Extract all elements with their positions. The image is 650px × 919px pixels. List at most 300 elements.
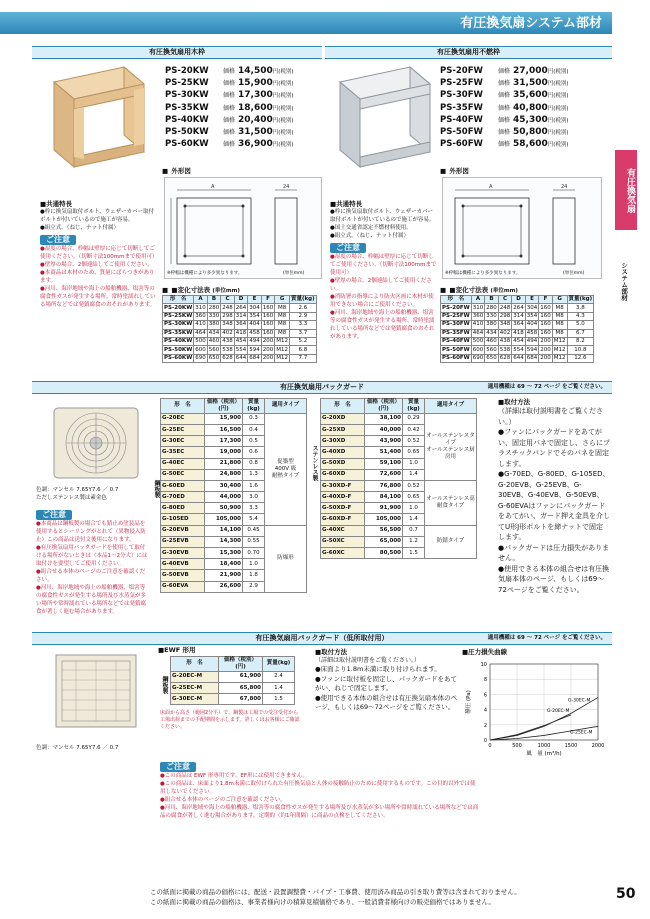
- price-key: 価格: [498, 80, 511, 88]
- table-row: [163, 321, 317, 329]
- type-cell: オールステンレス高耐食タイプ: [425, 480, 477, 525]
- table-cell: 1.5: [403, 548, 425, 559]
- model-row: [440, 103, 569, 115]
- table-row: [163, 312, 317, 320]
- table-cell: 594: [249, 346, 260, 353]
- table-cell: 5.4: [243, 514, 265, 525]
- list-item: ●本商品は木材のため、質量にばらつきがあります。: [40, 270, 155, 285]
- price-key: 価格: [498, 68, 511, 75]
- wood-model-rows: [165, 66, 294, 151]
- table-cell: 0.7: [403, 525, 425, 536]
- column-header: B: [207, 296, 221, 304]
- column-header: B: [485, 296, 499, 304]
- model-price: 31,500: [513, 78, 548, 89]
- table-cell: PS-25FW: [442, 313, 470, 320]
- table-cell: 330: [486, 313, 497, 320]
- table-cell: 160: [262, 313, 274, 320]
- model-name: PS-50KW: [165, 127, 209, 138]
- guard-left-table-wrap: [160, 398, 307, 593]
- table-cell: 554: [513, 346, 524, 353]
- table-cell: 354: [526, 313, 538, 320]
- list-item: ●河川、海岸地域や海上の船舶機器、塩害等の腐食性ガスが発生する場所及び水蒸気が多い場所や常時濡れている場所などでは発錆腐食が著しく進む場合があります。: [36, 585, 147, 615]
- price-suffix: 円(税別): [272, 130, 294, 137]
- guard-steel-vlabel: 鋼板製: [153, 480, 160, 498]
- table-cell: 1.0: [403, 503, 425, 514]
- table-cell: 26,600: [205, 581, 243, 592]
- column-header: 質量(kg): [403, 399, 425, 414]
- list-item: ●この商品は EWF 形専用です。EF形には使用できません。: [160, 773, 308, 779]
- table-cell: 1.0: [403, 458, 425, 469]
- table-cell: 7.7: [290, 354, 317, 362]
- table-cell: 6.7: [567, 329, 594, 337]
- column-header: 価格（税別）(円): [219, 657, 263, 672]
- table-cell: 348: [222, 321, 233, 328]
- price-key: 価格: [498, 116, 511, 124]
- list-item: ●壁厚の場合、2個連結してご使用ください。: [330, 278, 432, 293]
- table-cell: 354: [249, 313, 260, 320]
- table-cell: 0.29: [403, 413, 425, 424]
- section-band-guard2: 有圧換気扇用パックガード（低所取付用） 適用機種は 69 〜 72 ページ をご覧ください。: [32, 632, 612, 645]
- list-item: ●枠に換気扇取付ボルト、ウェザーカバー取付ボルトが付いているので施工が容易。: [40, 209, 154, 224]
- table-cell: 418: [513, 329, 524, 336]
- wood-caution-label: ご注意: [40, 235, 76, 245]
- list-item: ●河川、海岸地域や海上の船舶機器、塩害等の腐食性ガスが発生する場所、常時塗濡れしている場所などでは発錆腐食のおそれがあります。: [330, 310, 435, 341]
- price-suffix: 円(税別): [547, 69, 569, 75]
- price-suffix: 円(税別): [547, 130, 569, 137]
- svg-text:A: A: [211, 184, 215, 190]
- chart-title: ■圧力損失曲線: [462, 648, 508, 656]
- table-cell: 248: [499, 304, 511, 311]
- list-item: ●ファンに取付板を固定し、パックガードをあてがい、ねじで固定します。: [315, 674, 458, 693]
- x-tick-label: 2000: [591, 743, 605, 749]
- table-cell: 8.2: [567, 337, 594, 345]
- table-cell: 464: [195, 329, 206, 336]
- table-cell: 494: [526, 338, 538, 345]
- list-item: ●組合せる本体のページのご注意を確認ください。: [160, 797, 286, 803]
- table-cell: 160: [262, 329, 274, 336]
- x-tick-label: 1500: [564, 743, 578, 749]
- table-cell: 51,400: [365, 447, 403, 458]
- table-cell: 40,000: [365, 424, 403, 435]
- table-cell: 404: [249, 321, 260, 328]
- table-cell: G-20XD: [321, 413, 365, 424]
- side-tab[interactable]: 有圧換気扇: [615, 150, 637, 230]
- table-cell: 21,800: [205, 458, 243, 469]
- table-row: [441, 304, 594, 312]
- steel-common-label: ■共通特長: [330, 200, 363, 208]
- price-suffix: 円(税別): [272, 93, 294, 100]
- table-row: [163, 329, 317, 337]
- table-cell: 438: [499, 338, 511, 345]
- wood-dim-title: ■ ■変化寸法表 (単位mm): [162, 286, 240, 295]
- model-price: 35,600: [513, 90, 548, 101]
- table-cell: 80,500: [365, 548, 403, 559]
- column-header: 適用タイプ: [265, 399, 307, 414]
- table-cell: 1.4: [263, 682, 295, 693]
- table-cell: 15,900: [205, 413, 243, 424]
- table-cell: 18,400: [205, 559, 243, 570]
- model-price: 36,900: [238, 139, 273, 150]
- section-band-wood: 有圧換気扇用木枠: [32, 46, 322, 59]
- table-cell: 454: [513, 338, 524, 345]
- table-row: [441, 354, 594, 362]
- guard-applicable: 適用機種は 69 〜 72 ページ をご覧ください。: [487, 384, 606, 390]
- table-cell: 644: [235, 354, 247, 361]
- table-cell: 364: [235, 321, 247, 328]
- guard-right-table: [320, 398, 477, 559]
- table-cell: 0.70: [243, 548, 265, 559]
- price-suffix: 円(税別): [547, 81, 569, 88]
- column-header: G: [275, 296, 290, 304]
- table-cell: 19,000: [205, 447, 243, 458]
- price-key: 価格: [498, 141, 511, 149]
- type-cell: 防錆タイプ: [425, 525, 477, 559]
- table-cell: 3.3: [290, 321, 317, 329]
- table-cell: G-60EVA: [161, 581, 205, 592]
- table-cell: 56,500: [365, 525, 403, 536]
- table-row: [171, 671, 295, 682]
- table-cell: 14,300: [205, 536, 243, 547]
- model-name: PS-35KW: [165, 102, 209, 113]
- table-cell: 298: [499, 313, 511, 320]
- y-axis-label: 静圧 (Pa): [466, 690, 472, 714]
- y-tick-label: 8: [483, 677, 487, 684]
- list-item: ●使用できる本体の組合せは有圧換気扇本体のページ、もしくは69〜72ページをご覧ください。: [315, 693, 458, 712]
- table-row: [441, 346, 594, 354]
- steel-feature-list: [330, 208, 438, 240]
- model-price: 14,500: [238, 66, 273, 76]
- table-cell: PS-35KW: [164, 329, 193, 336]
- table-cell: M8: [275, 304, 290, 312]
- guard2-caution-list: [160, 772, 480, 820]
- price-key: 価格: [223, 129, 236, 137]
- type-cell: オールステンレスタイプ オールステンレス厨房用: [425, 413, 477, 480]
- table-cell: 3.0: [243, 492, 265, 503]
- table-cell: 200: [262, 354, 274, 361]
- table-cell: 500: [195, 338, 206, 345]
- guard2-small-note: 床面から高さ（範囲2分平）で、鋼製は工場での受注受付から工場出荷までの手配期間を示します。詳しくはお客様にご確認ください。: [160, 710, 300, 730]
- table-cell: M8: [275, 329, 290, 337]
- column-header: 質量(kg): [291, 296, 315, 303]
- table-cell: G-60XD: [321, 469, 365, 480]
- page-header: [0, 12, 612, 34]
- table-cell: 0.4: [243, 424, 265, 435]
- table-cell: 0.6: [243, 447, 265, 458]
- list-item: ●組合せる本体のページのご注意を確認ください。: [36, 569, 146, 583]
- model-row: [440, 66, 569, 78]
- table-cell: 644: [513, 354, 524, 361]
- wood-feature-list: [40, 208, 158, 232]
- column-header: A: [194, 296, 208, 304]
- table-row: [161, 525, 307, 536]
- table-cell: 364: [513, 321, 524, 328]
- table-cell: 0.65: [403, 492, 425, 503]
- list-item: ●壁厚の場合、2個連結してご使用ください。: [40, 262, 153, 269]
- table-cell: 280: [486, 304, 497, 311]
- table-cell: M8: [552, 329, 567, 337]
- table-cell: 1.8: [243, 570, 265, 581]
- svg-text:24: 24: [283, 184, 290, 190]
- chart-svg: [462, 658, 610, 764]
- table-cell: G-50XD: [321, 458, 365, 469]
- column-header: C: [221, 296, 235, 304]
- table-cell: G-30EC-M: [171, 694, 219, 705]
- section-band-steel: 有圧換気扇用不燃枠: [325, 46, 612, 59]
- table-cell: G-50XC: [321, 536, 365, 547]
- steel-dim-title: ■ ■変化寸法表 (単位mm): [440, 286, 518, 295]
- table-cell: 3.8: [567, 304, 594, 312]
- model-name: PS-30KW: [165, 90, 209, 101]
- list-item: ●組立式。（ねじ、ナット付属）: [330, 233, 409, 240]
- table-cell: 15,300: [205, 548, 243, 559]
- table-cell: G-50XD-F: [321, 503, 365, 514]
- column-header: E: [248, 296, 262, 304]
- table-cell: PS-20FW: [442, 304, 470, 311]
- price-key: 価格: [498, 92, 511, 100]
- table-cell: G-60XD-F: [321, 514, 365, 525]
- table-cell: 0.55: [243, 536, 265, 547]
- steel-dim-table-wrap: [440, 295, 594, 363]
- list-item: ●湿度の場合、枠幅は壁厚に応じて切断してご使用ください。（切断寸法100mmまで使用可）: [330, 254, 437, 277]
- table-cell: 404: [526, 321, 538, 328]
- table-cell: 538: [499, 346, 511, 353]
- wood-dim-table: [162, 295, 317, 363]
- table-cell: 434: [486, 329, 497, 336]
- table-cell: M8: [552, 312, 567, 320]
- table-cell: 380: [486, 321, 497, 328]
- wood-outline-label: ■ 外形図: [162, 167, 191, 175]
- model-name: PS-20KW: [165, 66, 209, 76]
- table-header-row: [161, 399, 307, 414]
- model-row: [440, 127, 569, 139]
- wood-frame-image: [44, 62, 154, 172]
- steel-features: [330, 200, 438, 341]
- table-cell: 59,100: [365, 458, 403, 469]
- table-cell: 0.52: [403, 436, 425, 447]
- steel-outline-drawing: [442, 177, 602, 279]
- wood-dim-table-wrap: [162, 295, 317, 363]
- guard-color-note: 色調：マンセル 7.65Y7.6 ／ 0.7 ただしステンレス製は素金色: [36, 487, 119, 501]
- model-row: [165, 127, 294, 139]
- list-item: ●G-70ED、G-80ED、G-105ED、G-20EVB、G-25EVB、G-30EVB、G-40EVB、G-50EVB、G-60EVAはファンにパックガードをあてがい、ガード押え金具を介してU形J形ボルトを締ナットで固定します。: [498, 470, 610, 542]
- table-cell: 298: [222, 313, 233, 320]
- table-cell: M12: [276, 346, 289, 353]
- column-header: 形 名: [163, 296, 194, 304]
- table-row: [441, 321, 594, 329]
- table-cell: 50,900: [205, 503, 243, 514]
- list-item: ●有圧換気扇用パックガードを使用して取付ける場所がないときは（本品1〜2分大）には取付けを要望してご使用ください。: [36, 545, 148, 567]
- pressure-loss-chart: [462, 658, 610, 764]
- price-suffix: 円(税別): [547, 93, 569, 100]
- table-cell: PS-50FW: [442, 346, 470, 353]
- model-row: [165, 103, 294, 115]
- table-cell: 1.4: [403, 469, 425, 480]
- column-header: G: [552, 296, 567, 304]
- model-name: PS-25FW: [440, 78, 483, 89]
- table-cell: 264: [513, 304, 524, 311]
- guard2-cautions: [160, 762, 480, 820]
- table-cell: 2.9: [290, 312, 317, 320]
- table-cell: 1.3: [243, 469, 265, 480]
- table-cell: G-60XC: [321, 548, 365, 559]
- table-cell: 690: [195, 354, 206, 361]
- page-number: 50: [616, 886, 636, 902]
- table-cell: 105,000: [365, 514, 403, 525]
- guard-mount: [498, 398, 610, 595]
- table-cell: 24,800: [205, 469, 243, 480]
- price-suffix: 円(税別): [547, 117, 569, 124]
- table-cell: G-25EC-M: [171, 682, 219, 693]
- series-line: [490, 715, 571, 740]
- model-row: [440, 115, 569, 127]
- column-header: C: [498, 296, 512, 304]
- side-subtab: システム部材: [620, 262, 629, 301]
- table-cell: 560: [208, 346, 220, 353]
- table-cell: PS-30FW: [442, 321, 470, 328]
- table-cell: PS-30KW: [164, 321, 193, 328]
- table-cell: G-25XD: [321, 424, 365, 435]
- table-row: [163, 304, 317, 312]
- x-tick-label: 0: [488, 743, 492, 749]
- table-cell: M12: [276, 354, 289, 361]
- model-name: PS-60KW: [165, 139, 209, 150]
- table-cell: 200: [262, 338, 274, 345]
- table-cell: 650: [208, 354, 220, 361]
- table-cell: 160: [540, 313, 551, 320]
- table-cell: M12: [276, 338, 289, 345]
- guard-right-table-wrap: [320, 398, 477, 559]
- table-cell: G-105ED: [161, 514, 205, 525]
- table-cell: 360: [472, 313, 484, 320]
- column-header: E: [525, 296, 539, 304]
- model-name: PS-40FW: [440, 114, 483, 125]
- column-header: D: [234, 296, 248, 304]
- guard2-mount-title: ■取付方法: [315, 648, 348, 656]
- table-header-row: [171, 657, 295, 672]
- steel-caution-list: [330, 253, 438, 341]
- model-price: 50,800: [513, 127, 548, 138]
- steel-model-rows: [440, 66, 569, 151]
- list-item: ●枠に換気扇取付ボルト、ウェザーカバー取付ボルトが付いているので施工が容易。: [330, 209, 435, 224]
- table-header-row: [321, 399, 477, 414]
- table-cell: G-40XD-F: [321, 492, 365, 503]
- series-label: G-30EC-M: [568, 698, 591, 704]
- guard2-applicable: 適用機種は 69 〜 72 ページ をご覧ください。: [487, 635, 606, 641]
- guard2-mount-sub: （詳細は取付説明書をご覧ください。）: [315, 657, 421, 665]
- table-cell: 310: [472, 304, 484, 311]
- table-cell: G-80ED: [161, 503, 205, 514]
- wood-features: [40, 200, 158, 309]
- section-band-guard: 有圧換気扇用パックガード 適用機種は 69 〜 72 ページ をご覧ください。: [32, 381, 612, 394]
- footer-line1: この紙面に掲載の商品の価格には、配送・設置調整費・パイプ・工事費、使用済み商品の引き取り費等は含まれておりません。: [150, 888, 521, 896]
- table-cell: G-20EVB: [161, 525, 205, 536]
- table-cell: 1.0: [243, 559, 265, 570]
- model-price: 27,000: [513, 66, 548, 76]
- table-cell: 554: [235, 346, 247, 353]
- type-cell: 促築型 400V 級 耐熱タイプ: [265, 413, 307, 525]
- model-price: 31,500: [238, 127, 273, 138]
- list-item: ●使用できる本体の組合せは有圧換気扇本体のページ、もしくは69〜72ページをご覧ください。: [498, 564, 610, 594]
- column-header: 形 名: [161, 399, 205, 414]
- table-cell: 3.3: [243, 503, 265, 514]
- model-price: 45,300: [513, 114, 548, 125]
- model-row: [165, 66, 294, 78]
- wood-drawing-unit: (単位mm): [283, 271, 305, 276]
- table-cell: 6.8: [290, 346, 317, 354]
- list-item: ●河川、海岸地域や海上の船舶機器、塩害等の腐食性ガスが発生する場所、常時塗濡れしている場所などでは発錆腐食のおそれがあります。: [40, 286, 156, 309]
- table-cell: G-35EC: [161, 447, 205, 458]
- table-cell: 160: [540, 329, 551, 336]
- series-label: G-20EC-M: [547, 708, 570, 714]
- list-item: ●ファンにパックガードをあてがい、固定用パネで固定し、さらにプラスチックバンドでそのパネを固定します。: [498, 428, 610, 468]
- table-cell: G-20EC-M: [171, 671, 219, 682]
- table-cell: 0.8: [243, 458, 265, 469]
- model-name: PS-25KW: [165, 78, 209, 89]
- table-cell: 628: [499, 354, 511, 361]
- column-header: 価格（税別）(円): [205, 399, 243, 414]
- column-header: A: [471, 296, 485, 304]
- series-label: G-25EC-M: [570, 730, 593, 736]
- table-row: [171, 682, 295, 693]
- list-item: ●湿度の場合、枠幅は壁厚に応じて切断してご使用ください。（切断寸法100mmまで使用可）: [40, 246, 158, 261]
- table-cell: G-40EC: [161, 458, 205, 469]
- table-cell: 0.5: [243, 436, 265, 447]
- guard-stainless-vlabel: ステンレス製: [311, 445, 318, 481]
- price-key: 価格: [498, 129, 511, 137]
- price-key: 価格: [223, 92, 236, 100]
- list-item: ●河川、海岸地域や海上の船舶機器、塩害等の腐食性ガスが発生する場所及び水蒸気が多い場所や常時濡れている場所などでは商品の腐食が著しく進む場合があります。定期的（約1年間隔）に商品の点検をしてください。: [160, 805, 479, 819]
- guard2-mount: [315, 648, 460, 713]
- table-cell: 2.6: [290, 304, 317, 312]
- list-item: ●パックガードは圧力損失がありません。: [498, 543, 610, 563]
- steel-caution-label: ご注意: [330, 243, 366, 253]
- table-cell: 44,000: [205, 492, 243, 503]
- page-title: 有圧換気扇システム部材: [460, 16, 602, 31]
- type-cell: 防爆形: [265, 525, 307, 592]
- table-cell: 434: [208, 329, 220, 336]
- table-cell: G-40EVB: [161, 559, 205, 570]
- guard-caution-list: [36, 520, 150, 616]
- guard2-image: [46, 650, 146, 732]
- model-row: [165, 90, 294, 102]
- table-cell: 418: [235, 329, 247, 336]
- steel-outline-label: ■ 外形図: [440, 167, 469, 175]
- table-row: [163, 346, 317, 354]
- guard2-table-wrap: [170, 656, 295, 705]
- table-row: [441, 337, 594, 345]
- table-row: [161, 413, 307, 424]
- steel-dim-table: [440, 295, 594, 363]
- list-item: ●組立式。（ねじ、ナット付属）: [40, 225, 119, 232]
- table-cell: 314: [235, 313, 247, 320]
- table-cell: M8: [275, 321, 290, 329]
- table-cell: 91,900: [365, 503, 403, 514]
- table-cell: 360: [195, 313, 206, 320]
- table-row: [171, 694, 295, 705]
- table-cell: 43,900: [365, 436, 403, 447]
- guard2-ewf-label: ■EWF 形用: [158, 646, 196, 654]
- table-cell: PS-20KW: [164, 304, 193, 311]
- table-cell: 17,300: [205, 436, 243, 447]
- guard-image: [46, 405, 146, 481]
- column-header: 形 名: [171, 657, 219, 672]
- table-cell: G-25EVB: [161, 536, 205, 547]
- model-price: 17,300: [238, 90, 273, 101]
- table-cell: 600: [472, 346, 484, 353]
- table-cell: 348: [499, 321, 511, 328]
- model-price: 20,400: [238, 114, 273, 125]
- table-cell: 454: [235, 338, 247, 345]
